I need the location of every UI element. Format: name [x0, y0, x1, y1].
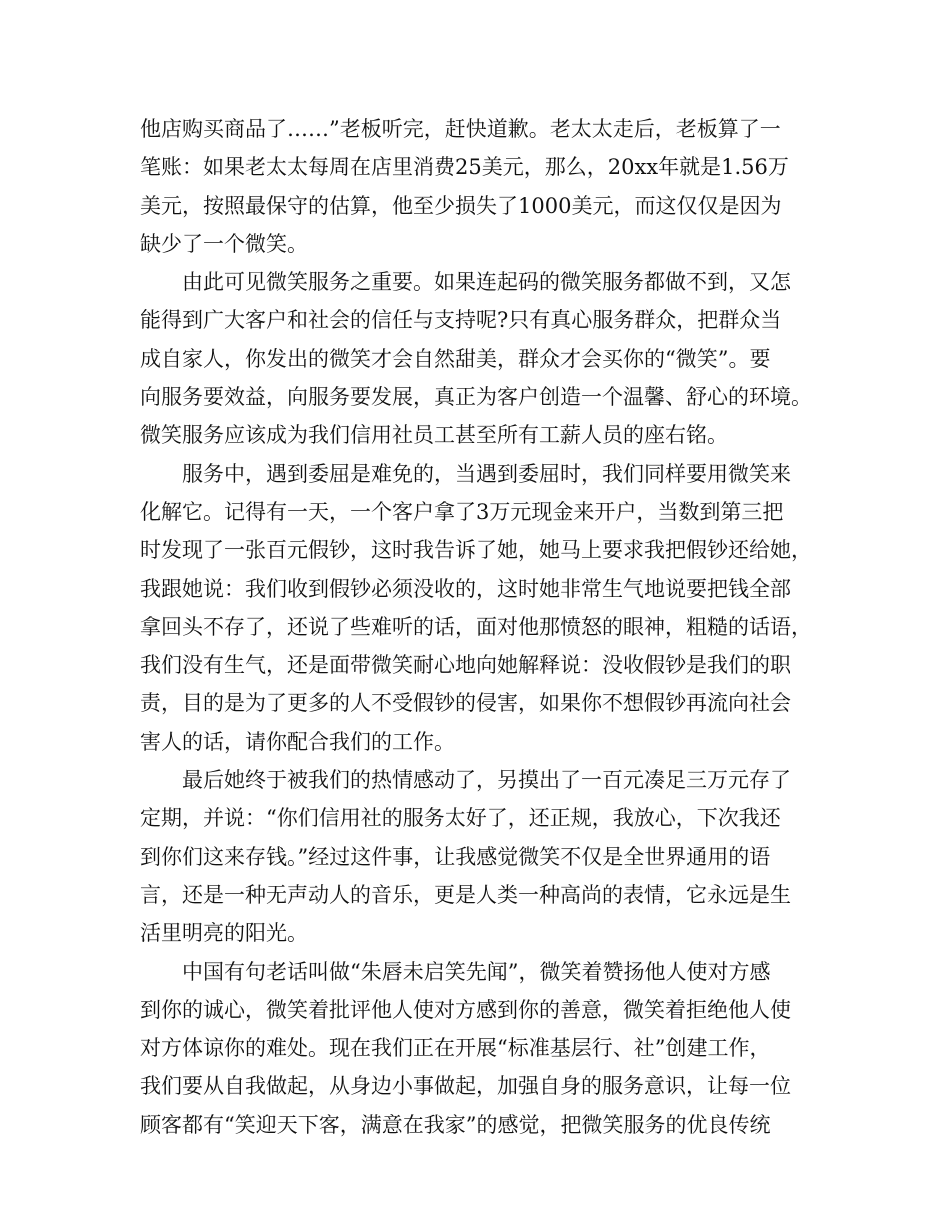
- document-body: [140, 110, 820, 1144]
- text-line: 顾客都有“笑迎天下客，满意在我家”的感觉，把微笑服务的优良传统: [140, 1112, 771, 1137]
- text-line: 微笑服务应该成为我们信用社员工甚至所有工薪人员的座右铭。: [140, 423, 728, 448]
- text-line: 定期，并说：“你们信用社的服务太好了，还正规，我放心，下次我还: [140, 806, 781, 831]
- text-line: 到你的诚心，微笑着批评他人使对方感到你的善意，微笑着拒绝他人使: [140, 997, 791, 1022]
- text-line: 他店购买商品了……”老板听完，赶快道歉。老太太走后，老板算了一: [140, 117, 781, 141]
- text-line: 我们要从自我做起，从身边小事做起，加强自身的服务意识，让每一位: [140, 1074, 791, 1099]
- text-line: 化解它。记得有一天，一个客户拿了3万元现金来开户，当数到第三把: [140, 499, 784, 524]
- text-line: 拿回头不存了，还说了些难听的话，面对他那愤怒的眼神，粗糙的话语，: [140, 614, 812, 639]
- text-line: 我们没有生气，还是面带微笑耐心地向她解释说：没收假钞是我们的职: [140, 653, 791, 678]
- text-line: 责，目的是为了更多的人不受假钞的侵害，如果你不想假钞再流向社会: [140, 691, 791, 716]
- text-line: 我跟她说：我们收到假钞必须没收的，这时她非常生气地说要把钱全部: [140, 576, 791, 601]
- text-line: 对方体谅你的难处。现在我们正在开展“标准基层行、社”创建工作，: [140, 1036, 771, 1061]
- paragraph-first-line: 最后她终于被我们的热情感动了，另摸出了一百元凑足三万元存了: [182, 768, 791, 793]
- text-line: 美元，按照最保守的估算，他至少损失了1000美元，而这仅仅是因为: [140, 193, 782, 218]
- text-line: 笔账：如果老太太每周在店里消费25美元，那么，20xx年就是1.56万: [140, 155, 789, 180]
- text-line: 缺少了一个微笑。: [140, 231, 308, 256]
- text-line: 成自家人，你发出的微笑才会自然甜美，群众才会买你的“微笑”。要: [140, 346, 771, 371]
- text-line: 活里明亮的阳光。: [140, 921, 308, 946]
- text-line: 时发现了一张百元假钞，这时我告诉了她，她马上要求我把假钞还给她，: [140, 538, 812, 563]
- text-line: 能得到广大客户和社会的信任与支持呢?只有真心服务群众，把群众当: [140, 308, 782, 333]
- text-line: 言，还是一种无声动人的音乐，更是人类一种高尚的表情，它永远是生: [140, 882, 791, 907]
- paragraph-first-line: 中国有句老话叫做“朱唇未启笑先闻”，微笑着赞扬他人使对方感: [182, 959, 771, 984]
- paragraph-first-line: 由此可见微笑服务之重要。如果连起码的微笑服务都做不到，又怎: [182, 270, 791, 295]
- text-line: 向服务要效益，向服务要发展，真正为客户创造一个温馨、舒心的环境。: [140, 385, 812, 410]
- paragraph-first-line: 服务中，遇到委屈是难免的，当遇到委屈时，我们同样要用微笑来: [182, 461, 791, 486]
- text-line: 到你们这来存钱。”经过这件事，让我感觉微笑不仅是全世界通用的语: [140, 844, 771, 869]
- text-line: 害人的话，请你配合我们的工作。: [140, 729, 455, 754]
